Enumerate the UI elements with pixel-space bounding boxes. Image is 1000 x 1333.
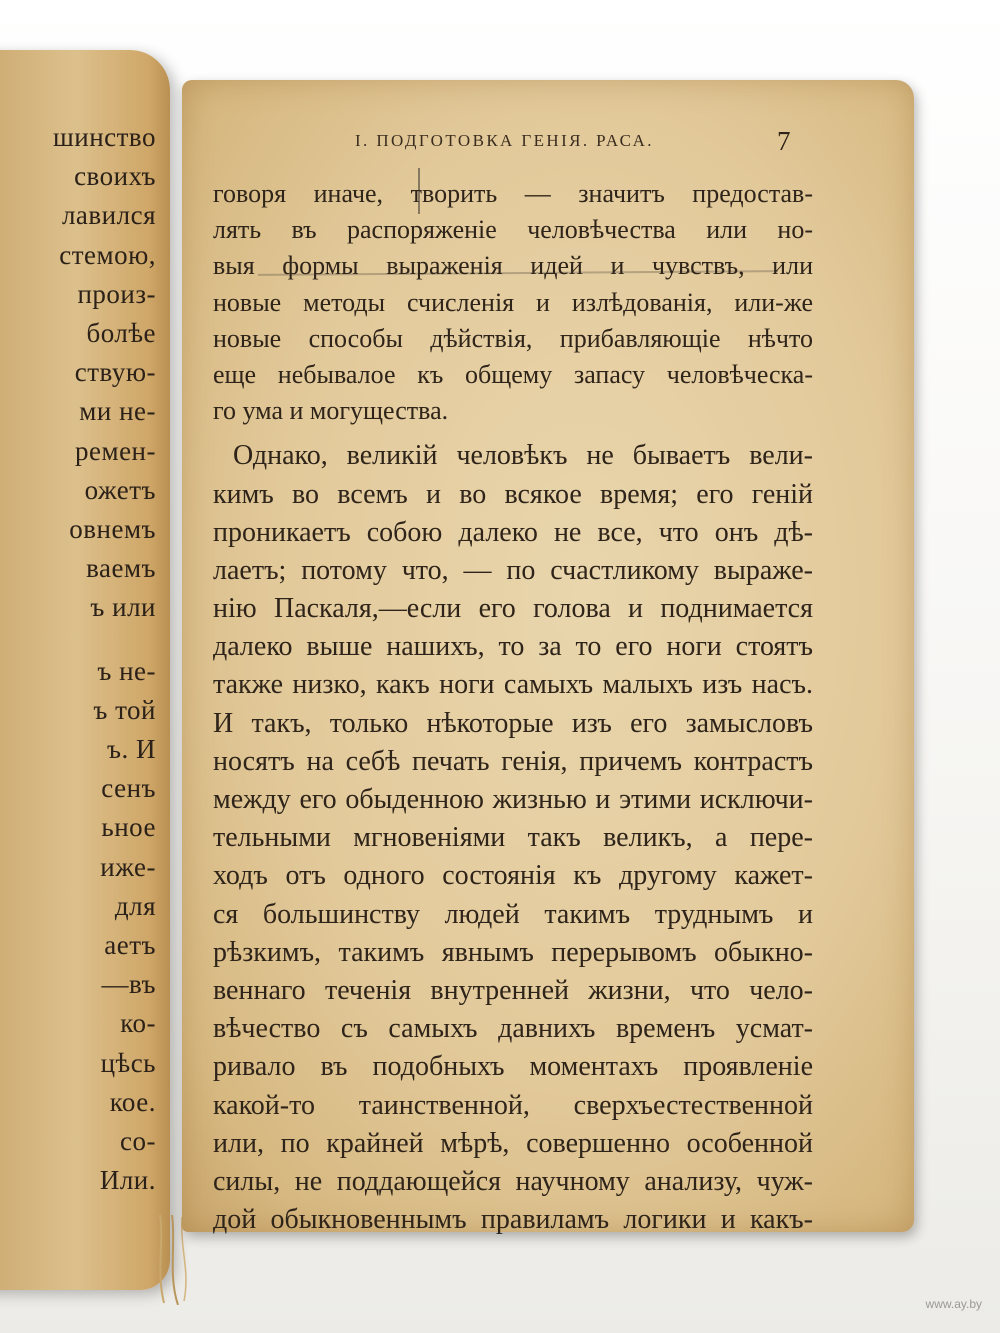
text-line: И такъ, только нѣкоторые изъ его замысловъ [213,707,813,739]
left-line: —въ [101,969,156,1000]
text-line: дой обыкновеннымъ правиламъ логики и какъ- [213,1204,813,1236]
text-line: рѣзкимъ, такимъ явнымъ перерывомъ обыкно- [213,936,813,968]
left-line: ми не- [79,396,156,427]
left-line: ваемъ [86,553,156,584]
text-line: носятъ на себѣ печать генія, причемъ контрастъ [213,745,813,777]
text-line: го ума и могущества. [213,396,449,426]
left-line: ъ той [93,694,156,725]
left-line: аетъ [104,930,156,961]
left-page-text [53,118,156,1200]
left-line: ремен- [75,435,156,466]
text-line: между его обыденною жизнью и этими исключи- [213,784,813,815]
paragraph-gap [53,628,156,652]
left-line: сенъ [101,773,156,804]
left-line: ъ или [90,592,156,623]
left-line: кое. [109,1086,156,1117]
left-line: своихъ [74,161,156,192]
text-line: нію Паскаля,—если его голова и поднимается [213,593,813,625]
text-line: выя формы выраженія идей и чувствъ, или [213,251,813,281]
text-line: ходъ отъ одного состоянія къ другому кажет- [213,860,813,892]
text-line: ривало въ подобныхъ моментахъ проявленіе [213,1051,813,1083]
left-line: иже- [100,851,156,882]
text-line: лять въ распоряженіе человѣчества или но- [213,215,813,245]
text-line: силы, не поддающейся научному анализу, чуж- [213,1165,813,1197]
left-line: ьное [101,812,156,843]
left-line: произ- [77,278,156,309]
text-line: какой-то таинственной, сверхъестественной [213,1089,813,1121]
left-line: овнемъ [69,514,156,545]
text-line: еще небывалое къ общему запасу человѣческа- [213,359,813,389]
left-line: лавился [61,200,156,231]
left-line: цѣсь [100,1047,156,1078]
page-number: 7 [777,126,791,156]
text-line: также низко, какъ ноги самыхъ малыхъ изъ насъ. [213,669,813,701]
text-line: вѣчество съ самыхъ давнихъ временъ усмат- [213,1013,813,1045]
watermark: www.ay.by [925,1297,982,1311]
text-line: или, по крайней мѣрѣ, совершенно особенной [213,1127,813,1159]
text-line: тельными мгновеніями такъ великъ, а пере- [213,822,813,854]
left-line: стемою, [59,239,156,270]
text-line: кимъ во всемъ и во всякое время; его геній [213,478,813,510]
left-line: ъ. И [107,734,156,765]
left-page [0,50,170,1290]
left-line: ствую- [74,357,156,388]
text-line: говоря иначе, творить — значитъ предостав- [213,179,813,208]
left-line: Или. [99,1165,156,1196]
body-text [213,176,813,1239]
text-line: новые методы счисленія и излѣдованія, или-же [213,287,813,317]
text-line: Однако, великій человѣкъ не бываетъ вели- [233,440,813,472]
left-line: ъ не- [97,655,156,686]
left-line: шинство [52,122,156,152]
text-line: веннаго теченія внутренней жизни, что чело- [213,974,813,1006]
left-line: со- [120,1126,156,1157]
left-line: болѣе [86,318,156,349]
text-line: лаетъ; потому что, — по счастликому выраже- [213,554,813,586]
text-line: ся большинству людей такимъ труднымъ и [213,898,813,930]
text-line: новые способы дѣйствія, прибавляющіе нѣчто [213,323,813,353]
running-head: I. ПОДГОТОВКА ГЕНІЯ. РАСА. [355,131,654,150]
left-line: ожетъ [84,474,156,505]
text-line: далеко выше нашихъ, то за то его ноги стоятъ [213,631,813,663]
text-line: проникаетъ собою далеко не все, что онъ дѣ- [213,516,813,548]
left-line: для [114,890,156,921]
left-line: ко- [120,1008,156,1039]
